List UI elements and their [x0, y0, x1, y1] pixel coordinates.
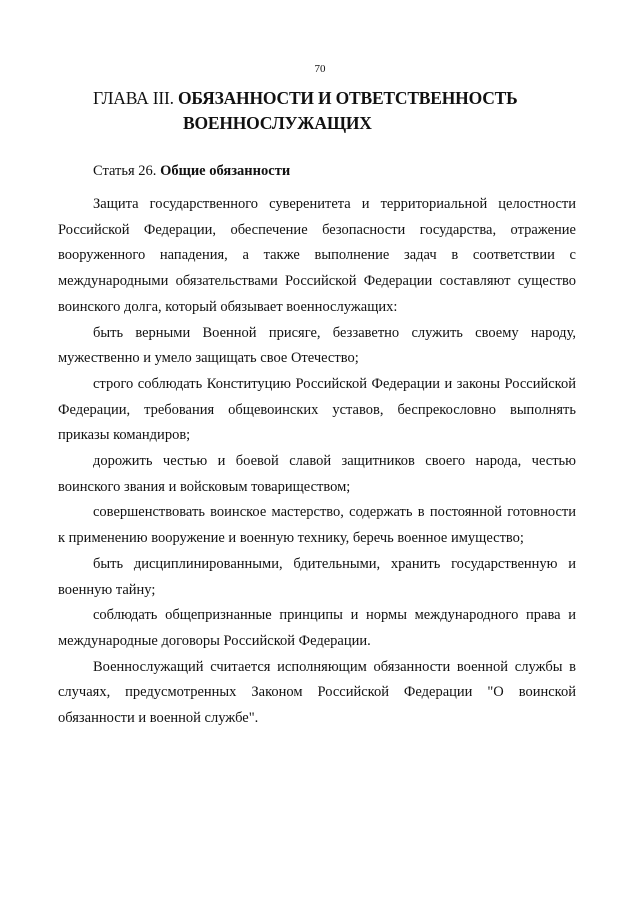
paragraph: Защита государственного суверенитета и территориальной целостности Российской Федерации, обеспечение безопасности государства, отражение вооруженного нападения, а также выполнение задач в соответствии с международными обязательствами Российской Федерации составляют существо воинского долга, который обязывает военнослужащих:	[58, 196, 576, 315]
article-title: Общие обязанности	[160, 163, 291, 179]
paragraph: соблюдать общепризнанные принципы и нормы международного права и международные договоры Российской Федерации.	[58, 607, 576, 649]
paragraph: быть верными Военной присяге, беззаветно служить своему народу, мужественно и умело защищать свое Отечество;	[58, 324, 576, 367]
paragraph: дорожить честью и боевой славой защитников своего народа, честью воинского звания и войсковым товариществом;	[58, 453, 576, 495]
chapter-title	[93, 86, 517, 136]
article-heading	[93, 163, 290, 180]
chapter-title-line2: ВОЕННОСЛУЖАЩИХ	[183, 113, 372, 133]
chapter-title-line1: ОБЯЗАННОСТИ И ОТВЕТСТВЕННОСТЬ	[177, 88, 518, 108]
paragraph: совершенствовать воинское мастерство, содержать в постоянной готовности к применению вооружение и военную технику, беречь военное имущество;	[58, 504, 576, 547]
chapter-prefix: ГЛАВА III.	[93, 88, 174, 108]
page-number: 70	[314, 63, 326, 75]
paragraph: быть дисциплинированными, бдительными, хранить государственную и военную тайну;	[58, 555, 576, 598]
article-label: Статья 26.	[93, 163, 157, 179]
article-body	[58, 192, 576, 732]
paragraph: Военнослужащий считается исполняющим обязанности военной службы в случаях, предусмотренных Законом Российской Федерации "О воинской обязанности и военной службе".	[58, 658, 576, 727]
paragraph: строго соблюдать Конституцию Российской Федерации и законы Российской Федерации, требования общевоинских уставов, беспрекословно выполнять приказы командиров;	[58, 375, 576, 444]
